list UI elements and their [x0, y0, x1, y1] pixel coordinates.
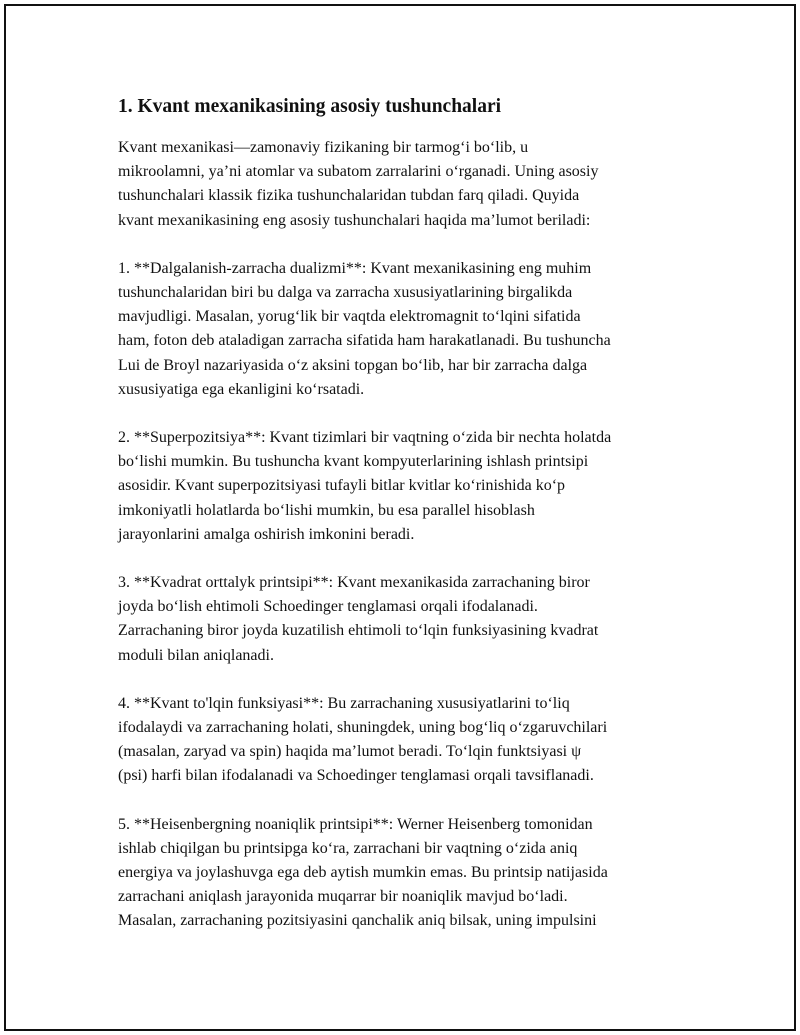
paragraph-superposition: 2. **Superpozitsiya**: Kvant tizimlari bir vaqtning o‘zida bir nechta holatda bo‘lishi mumkin. Bu tushuncha kvant kompyuterlarining ishlash printsipi asosidir. Kvant superpozitsiyasi tufayli bitlar kvitlar ko‘rinishida ko‘p imkoniyatli holatlarda bo‘lishi mumkin, bu esa parallel hisoblash jarayonlarini amalga oshirish imkonini beradi.: [118, 429, 612, 543]
section-heading: 1. Kvant mexanikasining asosiy tushunchalari: [118, 96, 502, 117]
intro-paragraph: Kvant mexanikasi—zamonaviy fizikaning bir tarmog‘i bo‘lib, u mikroolamni, ya’ni atomlar va subatom zarralarini o‘rganadi. Uning asosiy tushunchalari klassik fizika tushunchalaridan tubdan farq qiladi. Quyida kvant mexanikasining eng asosiy tushunchalari haqida ma’lumot beriladi:: [118, 139, 599, 229]
paragraph-wave-function: 4. **Kvant to'lqin funksiyasi**: Bu zarrachaning xususiyatlarini to‘liq ifodalaydi va zarrachaning holati, shuningdek, uning bog‘liq o‘zgaruvchilari (masalan, zaryad va spin) haqida ma’lumot beradi. To‘lqin funktsiyasi ψ (psi) harfi bilan ifodalanadi va Schoedinger tenglamasi orqali tavsiflanadi.: [118, 694, 608, 785]
paragraph-square-modulus-principle: 3. **Kvadrat orttalyk printsipi**: Kvant mexanikasida zarrachaning biror joyda bo‘lish ehtimoli Schoedinger tenglamasi orqali ifodalanadi. Zarrachaning biror joyda kuzatilish ehtimoli to‘lqin funksiyasining kvadrat moduli bilan aniqlanadi.: [118, 574, 599, 664]
paragraph-wave-particle-duality: 1. **Dalgalanish-zarracha dualizmi**: Kvant mexanikasining eng muhim tushunchalaridan biri bu dalga va zarracha xususiyatlarining birgalikda mavjudligi. Masalan, yorug‘lik bir vaqtda elektromagnit to‘lqini sifatida ham, foton deb ataladigan zarracha sifatida ham harakatlanadi. Bu tushuncha Lui de Broyl nazariyasida o‘z aksini topgan bo‘lib, har bir zarracha dalga xususiyatiga ega ekanligini ko‘rsatadi.: [118, 259, 611, 398]
paragraph-uncertainty-principle: 5. **Heisenbergning noaniqlik printsipi**: Werner Heisenberg tomonidan ishlab chiqilgan bu printsipga ko‘ra, zarrachani bir vaqtning o‘zida aniq energiya va joylashuvga ega deb aytish mumkin emas. Bu printsip natijasida zarrachani aniqlash jarayonida muqarrar bir noaniqlik mavjud bo‘ladi. Masalan, zarrachaning pozitsiyasini qanchalik aniq bilsak, uning impulsini: [118, 815, 608, 930]
document-body: [118, 92, 698, 958]
